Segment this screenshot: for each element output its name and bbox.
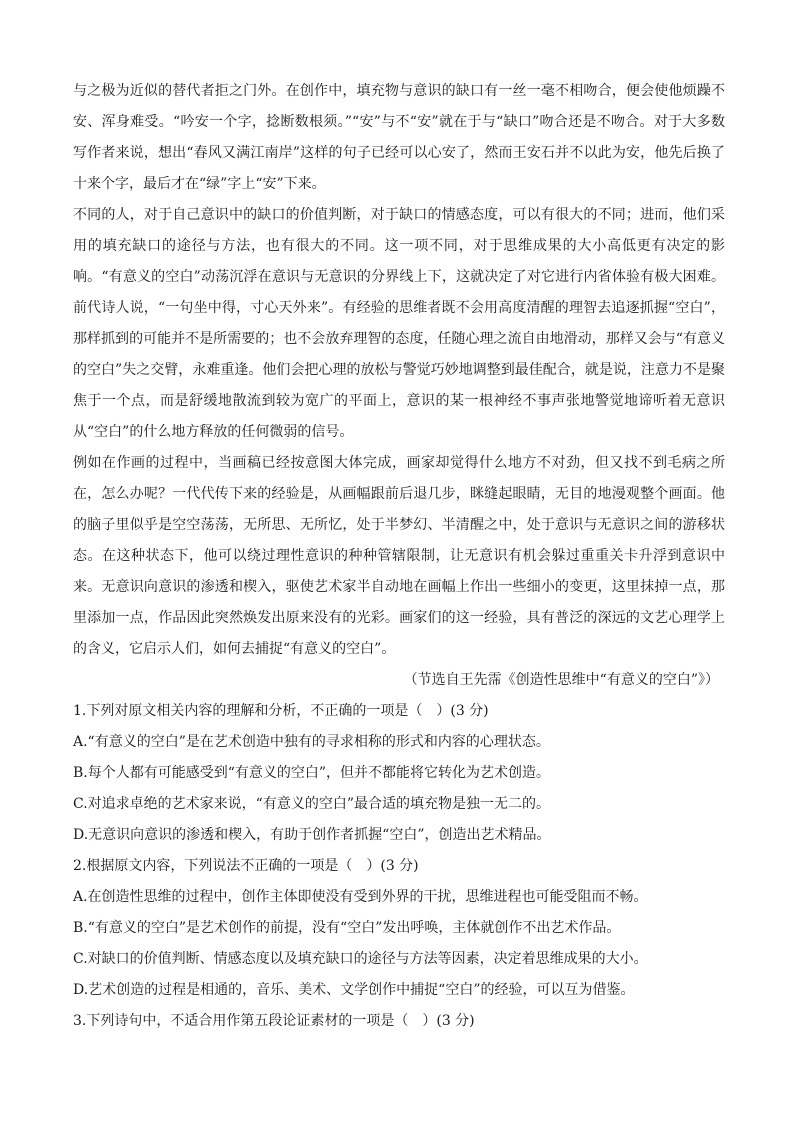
question-3-stem: 3.下列诗句中，不适合用作第五段论证素材的一项是（ ）(3 分) [73,1013,475,1029]
question-1-option-d: D.无意识向意识的渗透和楔入，有助于创作者抓握“空白”，创造出艺术精品。 [73,827,551,843]
question-1-option-a: A.“有意义的空白”是在艺术创造中独有的寻求相称的形式和内容的心理状态。 [73,734,550,750]
question-2-option-c: C.对缺口的价值判断、情感态度以及填充缺口的途径与方法等因素，决定着思维成果的大小。 [73,951,648,967]
question-1-option-c: C.对追求卓绝的艺术家来说，“有意义的空白”最合适的填充物是独一无二的。 [73,796,550,812]
question-1-stem: 1.下列对原文相关内容的理解和分析，不正确的一项是（ ）(3 分) [73,703,489,719]
source-citation: （节选自王先霈《创造性思维中“有意义的空白”》） [403,672,719,688]
paragraph-3: 例如在作画的过程中，当画稿已经按意图大体完成，画家却觉得什么地方不对劲，但又找不到毛病之所在，怎么办呢？一代代传下来的经验是，从画幅跟前后退几步，眯缝起眼睛，无目的地漫观整个画面。他的脑子里似乎是空空荡荡，无所思、无所忆，处于半梦幻、半清醒之中，处于意识与无意识之间的游移状态。在这种状态下，他可以绕过理性意识的种种管辖限制，让无意识有机会躲过重重关卡升浮到意识中来。无意识向意识的渗透和楔入，驱使艺术家半自动地在画幅上作出一些细小的变更，这里抹掉一点，那里添加一点，作品因此突然焕发出原来没有的光彩。画家们的这一经验，具有普泛的深远的文艺心理学上的含义，它启示人们，如何去捕捉“有意义的空白”。 [73,455,725,657]
question-2-option-b: B.“有意义的空白”是艺术创作的前提，没有“空白”发出呼唤，主体就创作不出艺术作品。 [73,920,621,936]
question-1-option-b: B.每个人都有可能感受到“有意义的空白”，但并不都能将它转化为艺术创造。 [73,765,551,781]
question-2-option-d: D.艺术创造的过程是相通的，音乐、美术、文学创作中捕捉“空白”的经验，可以互为借鉴。 [73,982,635,998]
question-2-option-a: A.在创造性思维的过程中，创作主体即使没有受到外界的干扰，思维进程也可能受阻而不畅。 [73,889,648,905]
question-2-stem: 2.根据原文内容，下列说法不正确的一项是（ ）(3 分) [73,858,419,874]
paragraph-1: 与之极为近似的替代者拒之门外。在创作中，填充物与意识的缺口有一丝一毫不相吻合，便会使他烦躁不安、浑身难受。“吟安一个字，捻断数根须。”“安”与不“安”就在于与“缺口”吻合还是不吻合。对于大多数写作者来说，想出“春风又满江南岸”这样的句子已经可以心安了，然而王安石并不以此为安，他先后换了十来个字，最后才在“绿”字上“安”下来。 [73,83,725,192]
paragraph-2: 不同的人，对于自己意识中的缺口的价值判断，对于缺口的情感态度，可以有很大的不同；进而，他们采用的填充缺口的途径与方法，也有很大的不同。这一项不同，对于思维成果的大小高低更有决定的影响。“有意义的空白”动荡沉浮在意识与无意识的分界线上下，这就决定了对它进行内省体验有极大困难。前代诗人说，“一句坐中得，寸心天外来”。有经验的思维者既不会用高度清醒的理智去追逐抓握“空白”，那样抓到的可能并不是所需要的；也不会放弃理智的态度，任随心理之流自由地滑动，那样又会与“有意义的空白”失之交臂，永难重逢。他们会把心理的放松与警觉巧妙地调整到最佳配合，就是说，注意力不是聚焦于一个点，而是舒缓地散流到较为宽广的平面上，意识的某一根神经不事声张地警觉地谛听着无意识从“空白”的什么地方释放的任何微弱的信号。 [73,207,725,440]
document-page [73,76,725,1037]
